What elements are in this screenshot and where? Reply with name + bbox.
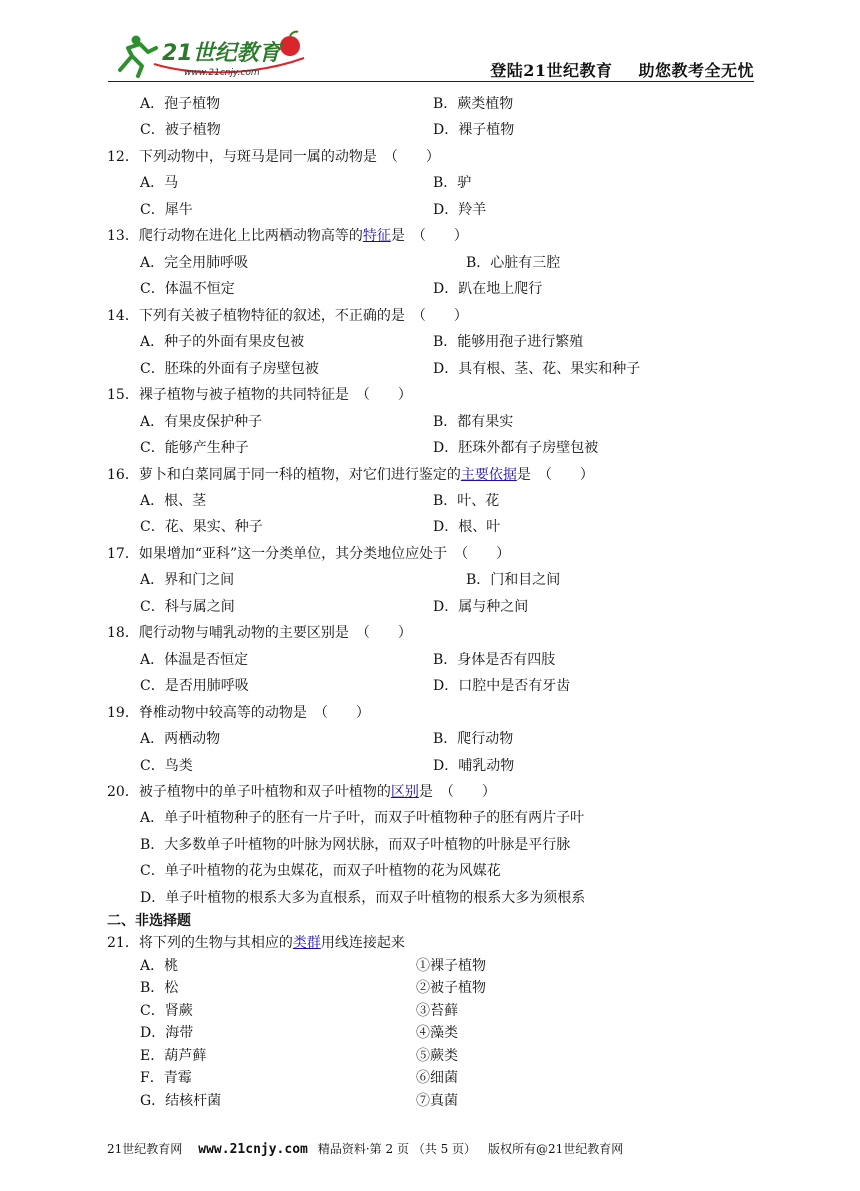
answer-option: A．界和门之间 [140,572,235,588]
answer-option: D．胚珠外都有子房壁包被 [433,440,599,456]
answer-option: B．心脏有三腔 [466,255,561,271]
answer-option: D．根、叶 [433,519,501,535]
question-text: 是 （ ） [516,467,594,483]
footer-url: www.21cnjy.com [198,1142,308,1157]
answer-option: B．大多数单子叶植物的叶脉为网状脉，而双子叶植物的叶脉是平行脉 [140,837,571,853]
answer-option: B．都有果实 [433,414,514,430]
logo-21cnjy [114,30,314,80]
section-heading: 二、非选择题 [107,913,191,929]
question-stem [107,226,468,246]
answer-option: A．根、茎 [140,493,207,509]
answer-option: B．能够用孢子进行繁殖 [433,334,584,350]
answer-option: B．门和目之间 [466,572,561,588]
answer-option: C．体温不恒定 [140,281,235,297]
answer-option: ④藻类 [416,1025,458,1041]
answer-option: C．胚珠的外面有子房壁包被 [140,361,319,377]
keyword-link[interactable]: 类群 [292,935,321,951]
answer-option: D．具有根、茎、花、果实和种子 [433,361,641,377]
question-text: 16．萝卜和白菜同属于同一科的植物，对它们进行鉴定的 [107,467,461,483]
question-text: 用线连接起来 [320,935,405,951]
answer-option: ⑦真菌 [416,1093,458,1109]
answer-option: C．能够产生种子 [140,440,249,456]
tagline-right: 助您教考全无忧 [638,61,754,80]
answer-option: D．单子叶植物的根系大多为直根系，而双子叶植物的根系大多为须根系 [140,890,586,906]
answer-option: C．科与属之间 [140,599,235,615]
question-stem: 15．裸子植物与被子植物的共同特征是 （ ） [107,387,412,403]
question-stem: 18．爬行动物与哺乳动物的主要区别是 （ ） [107,625,412,641]
svg-text:21世纪教育: 21世纪教育 [162,41,281,66]
answer-option: D．趴在地上爬行 [433,281,543,297]
question-stem: 14．下列有关被子植物特征的叙述，不正确的是 （ ） [107,308,468,324]
question-stem [107,782,496,802]
answer-option: ②被子植物 [416,980,486,996]
keyword-link[interactable]: 区别 [390,784,419,800]
answer-option: C．单子叶植物的花为虫媒花，而双子叶植物的花为风媒花 [140,863,501,879]
answer-option: B．蕨类植物 [433,96,514,112]
answer-option: A．完全用肺呼吸 [140,255,249,271]
answer-option: D．哺乳动物 [433,758,515,774]
answer-option: D．口腔中是否有牙齿 [433,678,571,694]
question-text: 21．将下列的生物与其相应的 [107,935,293,951]
question-stem: 19．脊椎动物中较高等的动物是 （ ） [107,705,370,721]
answer-option: C．鸟类 [140,758,193,774]
answer-option: C．犀牛 [140,202,193,218]
answer-option: D．羚羊 [433,202,487,218]
answer-option: B．驴 [433,175,472,191]
answer-option: ⑥细菌 [416,1070,458,1086]
answer-option: A．桃 [140,958,179,974]
answer-option: D．海带 [140,1025,194,1041]
answer-option: D．裸子植物 [433,122,515,138]
svg-text:www.21cnjy.com: www.21cnjy.com [184,68,260,78]
answer-option: D．属与种之间 [433,599,529,615]
answer-option: C．被子植物 [140,122,221,138]
footer-copyright: 版权所有@21世纪教育网 [488,1142,624,1156]
answer-option: B．爬行动物 [433,731,514,747]
answer-option: A．体温是否恒定 [140,652,249,668]
keyword-link[interactable]: 特征 [362,228,391,244]
page-footer [107,1140,623,1157]
answer-option: A．马 [140,175,179,191]
answer-option: C．是否用肺呼吸 [140,678,249,694]
answer-option: B．叶、花 [433,493,500,509]
answer-option: A．两栖动物 [140,731,221,747]
answer-option: A．种子的外面有果皮包被 [140,334,305,350]
answer-option: B．松 [140,980,179,996]
question-stem [107,465,594,485]
answer-option: G．结核杆菌 [140,1093,222,1109]
page-header [108,30,754,82]
question-text: 是 （ ） [418,784,496,800]
answer-option: A．孢子植物 [140,96,221,112]
answer-option: B．身体是否有四肢 [433,652,556,668]
answer-option: F．青霉 [140,1070,192,1086]
footer-site: 21世纪教育网 [107,1142,183,1156]
tagline-left: 登陆21世纪教育 [490,61,613,80]
answer-option: C．花、果实、种子 [140,519,263,535]
answer-option: C．肾蕨 [140,1003,193,1019]
answer-option: E．葫芦藓 [140,1048,207,1064]
answer-option: ⑤蕨类 [416,1048,458,1064]
question-stem [107,933,405,953]
question-stem: 17．如果增加“亚科”这一分类单位，其分类地位应处于 （ ） [107,546,511,562]
answer-option: ①裸子植物 [416,958,486,974]
header-divider [108,81,754,82]
question-text: 20．被子植物中的单子叶植物和双子叶植物的 [107,784,391,800]
answer-option: A．单子叶植物种子的胚有一片子叶，而双子叶植物种子的胚有两片子叶 [140,810,585,826]
footer-page-info: 精品资料·第 2 页 （共 5 页） [317,1142,477,1156]
header-tagline [490,58,754,81]
question-text: 13．爬行动物在进化上比两栖动物高等的 [107,228,363,244]
keyword-link[interactable]: 主要依据 [460,467,517,483]
answer-option: A．有果皮保护种子 [140,414,263,430]
question-text: 是 （ ） [390,228,468,244]
answer-option: ③苔藓 [416,1003,458,1019]
question-stem: 12．下列动物中，与斑马是同一属的动物是 （ ） [107,149,440,165]
